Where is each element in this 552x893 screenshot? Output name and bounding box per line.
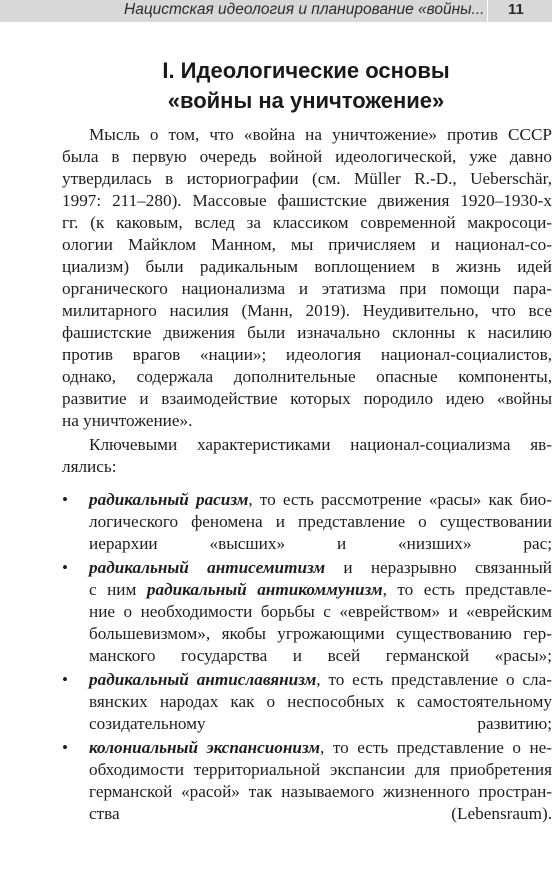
- paragraph-1-line: ологии Майклом Манном, мы причисляем и национал-со-: [62, 235, 552, 254]
- paragraph-1-line: милитарного насилия (Манн, 2019). Неудивительно, что все: [62, 301, 552, 320]
- bullet-2-line: большевизмом», якобы угрожающими существованию гер-: [89, 624, 552, 643]
- bullet-4-line: обходимости территориальной экспансии для приобретения: [89, 760, 552, 779]
- paragraph-1-line: циализм) были радикальным воплощением в жизнь идей: [62, 257, 552, 276]
- paragraph-2-line: лялись:: [62, 457, 117, 476]
- running-header: [0, 0, 552, 22]
- paragraph-1-line: органического национализма и этатизма при помощи пара-: [62, 279, 552, 298]
- term-radical-antisemitism: радикальный антисемитизм: [89, 558, 326, 577]
- paragraph-1-line: фашистские движения были изначально склонны к насилию: [62, 323, 552, 342]
- running-header-title: Нацистская идеология и планирование «войны...: [124, 1, 485, 18]
- bullet-3-line: вянских народах как о неспособных к самостоятельному: [89, 692, 552, 711]
- paragraph-1-line: гг. (к каковым, вслед за классиком современной макросоци-: [62, 213, 552, 232]
- paragraph-1-line: однако, содержала дополнительные опасные компоненты,: [62, 367, 552, 386]
- bullet-4-line: германской «расой» так называемого жизненного простран-: [89, 782, 552, 801]
- bullet-4-line: колониальный экспансионизм, то есть представление о не-: [89, 738, 552, 757]
- chapter-title-line-1: I. Идеологические основы: [162, 58, 450, 83]
- term-radical-antislavism: радикальный антиславянизм: [89, 670, 317, 689]
- term-radical-racism: радикальный расизм: [89, 490, 249, 509]
- page-number: 11: [508, 1, 524, 18]
- paragraph-1-line: развитие и взаимодействие которых породило идею «войны: [62, 389, 552, 408]
- bullet-3-line: радикальный антиславянизм, то есть представление о сла-: [89, 670, 552, 689]
- chapter-title-line-2: «войны на уничтожение»: [167, 88, 445, 113]
- bullet-3-line: созидательному развитию;: [89, 714, 552, 733]
- bullet-2-line: радикальный антисемитизм и неразрывно связанный: [89, 558, 552, 577]
- bullet-2-line: манского государства и всей германской «расы»;: [89, 646, 552, 665]
- bullet-1-line: логического феномена и представление о существовании: [89, 512, 552, 531]
- term-colonial-expansionism: колониальный экспансионизм: [89, 738, 321, 757]
- bullet-4-line: ства (Lebensraum).: [89, 804, 552, 823]
- term-radical-anticommunism: радикальный антикоммунизм: [146, 580, 383, 599]
- bullet-marker: •: [62, 738, 68, 757]
- bullet-2-line: ние о необходимости борьбы с «еврейством» и «еврейским: [89, 602, 552, 621]
- paragraph-1-line: против врагов «нации»; идеология национал-социалистов,: [62, 345, 552, 364]
- paragraph-1-line: 1997: 211–280). Массовые фашистские движения 1920–1930-х: [62, 191, 552, 210]
- paragraph-1-line: была в первую очередь войной идеологической, уже давно: [62, 147, 552, 166]
- paragraph-1-line: на уничтожение».: [62, 411, 193, 430]
- paragraph-1-line: утвердилась в историографии (см. Müller R.-D., Ueberschär,: [62, 169, 552, 188]
- paragraph-2-line: Ключевыми характеристиками национал-социализма яв-: [89, 435, 552, 454]
- bullet-marker: •: [62, 558, 68, 577]
- bullet-1-line: радикальный расизм, то есть рассмотрение «расы» как био-: [89, 490, 552, 509]
- paragraph-1-line: Мысль о том, что «война на уничтожение» против СССР: [89, 125, 552, 144]
- header-divider: [487, 0, 488, 22]
- bullet-marker: •: [62, 490, 68, 509]
- bullet-marker: •: [62, 670, 68, 689]
- bullet-1-line: иерархии «высших» и «низших» рас;: [89, 534, 552, 553]
- bullet-2-line: с ним радикальный антикоммунизм, то есть представле-: [89, 580, 552, 599]
